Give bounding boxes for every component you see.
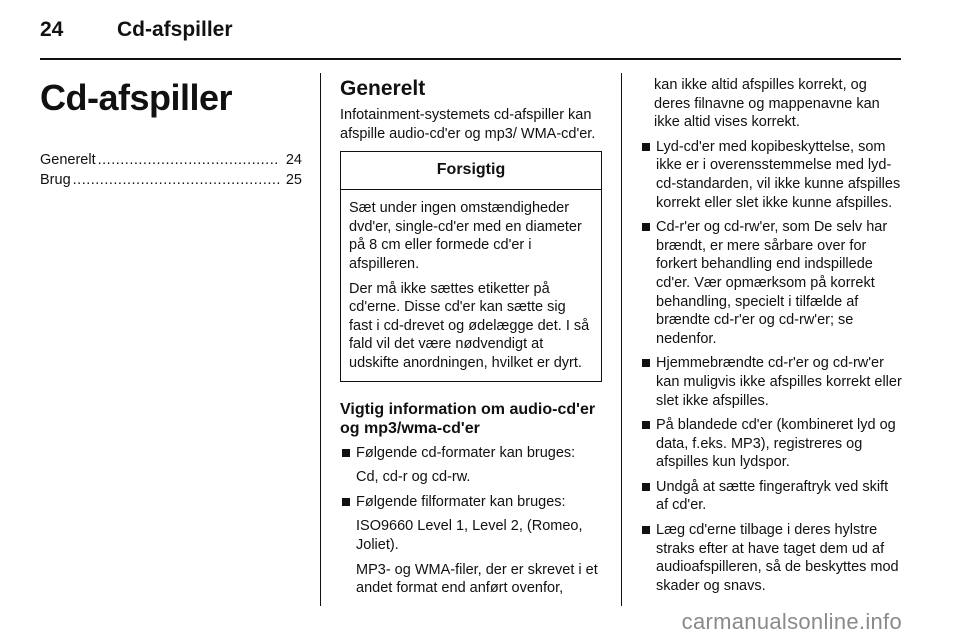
toc-entry-generelt[interactable] [40, 150, 302, 170]
caution-paragraph: Der må ikke sættes etiketter på cd'erne. Disse cd'er kan sætte sig fast i cd-drevet og ødelægge det. I så fald vil det være nødvendigt at udskifte anordningen, hvilket er dyrt. [349, 280, 590, 371]
continuation-paragraph: kan ikke altid afspilles korrekt, og deres filnavne og mappenavne kan ikke altid vises korrekt. [654, 77, 880, 131]
intro-paragraph: Infotainment-systemets cd-afspiller kan afspille audio-cd'er og mp3/ WMA-cd'er. [340, 107, 596, 142]
list-item: Cd-r'er og cd-rw'er, som De selv har brændt, er mere sårbare over for forkert behandling end indspillede cd'er. Vær opmærksom på korrekt behandling, specielt i tilfælde af brændte cd-r'er og cd-rw'er; se nedenfor. [640, 218, 902, 348]
list-item [340, 444, 602, 487]
list-item [340, 493, 602, 598]
list-item-text: Følgende cd-formater kan bruges: [356, 444, 576, 461]
format-list [340, 444, 602, 598]
toc-leader: ........................................ [97, 152, 279, 168]
toc-leader: .............................................. [72, 172, 281, 188]
section-heading: Generelt [340, 77, 426, 100]
list-item-subtext: Cd, cd-r og cd-rw. [356, 469, 471, 486]
list-item: Hjemmebrændte cd-r'er og cd-rw'er kan muligvis ikke afspilles korrekt eller slet ikke afspilles. [640, 354, 902, 410]
list-item: Læg cd'erne tilbage i deres hylstre straks efter at have taget dem ud af audioafspilleren, så de beskyttes mod skader og snavs. [640, 521, 902, 595]
list-item: På blandede cd'er (kombineret lyd og data, f.eks. MP3), registreres og afspilles kun lydspor. [640, 416, 902, 472]
list-item-text: Følgende filformater kan bruges: [356, 493, 566, 510]
toc-page-number: 25 [285, 172, 302, 188]
toc-label: Generelt [40, 152, 96, 168]
list-item: Undgå at sætte fingeraftryk ved skift af cd'er. [640, 478, 902, 515]
toc-page-number: 24 [285, 152, 302, 168]
toc [40, 150, 302, 190]
main-column [340, 76, 602, 598]
page-number: 24 [40, 18, 64, 41]
page-title: Cd-afspiller [40, 77, 233, 118]
list-item-subtext: MP3- og WMA-filer, der er skrevet i et andet format end anført ovenfor, [356, 561, 598, 597]
list-item-subtext: ISO9660 Level 1, Level 2, (Romeo, Joliet). [356, 518, 583, 553]
toc-entry-brug[interactable] [40, 170, 302, 190]
column-divider-2 [621, 73, 622, 606]
running-title: Cd-afspiller [117, 18, 233, 41]
caution-body [341, 190, 601, 380]
caution-box [340, 151, 602, 381]
toc-label: Brug [40, 172, 71, 188]
caution-paragraph: Sæt under ingen omstændigheder dvd'er, single-cd'er med en diameter på 8 cm eller formede cd'er i afspilleren. [349, 200, 582, 272]
watermark: carmanualsonline.info [681, 609, 902, 634]
right-column [640, 76, 902, 595]
sidebar-column [40, 78, 302, 190]
caution-title: Forsigtig [341, 152, 601, 190]
subsection-heading: Vigtig information om audio-cd'er og mp3/wma-cd'er [340, 400, 596, 437]
header-rule [40, 58, 901, 60]
notes-list [640, 138, 902, 596]
list-item: Lyd-cd'er med kopibeskyttelse, som ikke er i overensstemmelse med lyd-cd-standarden, vil ikke kunne afspilles korrekt eller slet ikke kunne afspilles. [640, 138, 902, 212]
column-divider-1 [320, 73, 321, 606]
